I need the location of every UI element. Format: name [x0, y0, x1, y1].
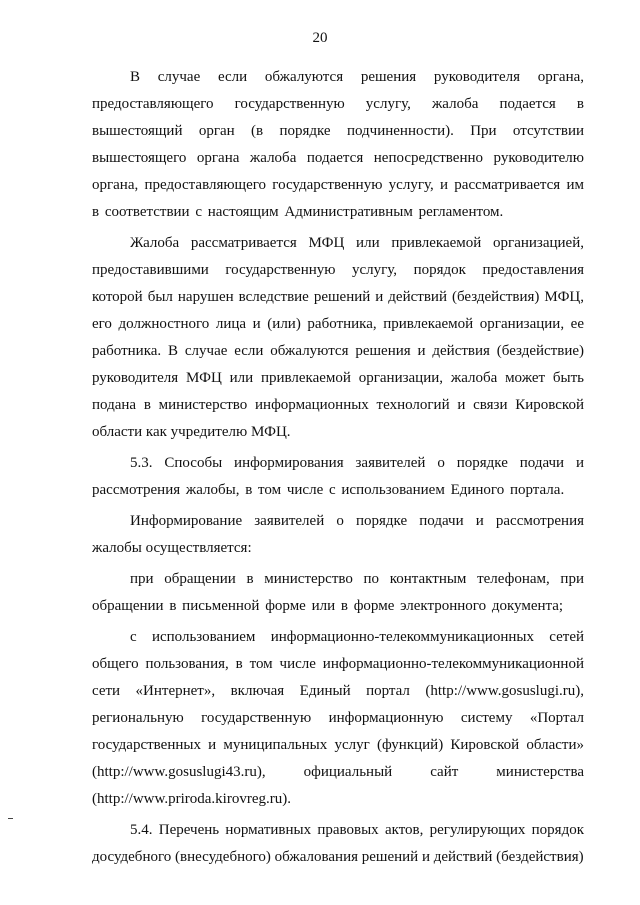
paragraph-internet: с использованием информационно-телекоммуникационных сетей общего пользования, в том числе информационно-телекоммуникационной сети «Интернет», включая Единый портал (http://www.gosuslugi.ru), региональную государственную информационную систему «Портал государственных и муниципальных услуг (функций) Кировской области» (http://www.gosuslugi43.ru), официальный сайт министерства (http://www.priroda.kirovreg.ru). [92, 629, 584, 807]
paragraph-1: В случае если обжалуются решения руководителя органа, предоставляющего государственную услугу, жалоба подается в вышестоящий орган (в порядке подчиненности). При отсутствии вышестоящего органа жалоба подается непосредственно руководителю органа, предоставляющего государственную услугу, и рассматривается им в соответствии с настоящим Административным регламентом. [92, 69, 584, 220]
page-number: 20 [312, 30, 328, 46]
paragraph-5-4: 5.4. Перечень нормативных правовых актов, регулирующих порядок досудебного (внесудебного) обжалования решений и действий (бездействия) [92, 822, 584, 865]
paragraph-5-3: 5.3. Способы информирования заявителей о порядке подачи и рассмотрения жалобы, в том числе с использованием Единого портала. [92, 455, 584, 498]
paragraph-informing: Информирование заявителей о порядке подачи и рассмотрения жалобы осуществляется: [92, 513, 584, 556]
paragraph-2: Жалоба рассматривается МФЦ или привлекаемой организацией, предоставившими государственную услугу, порядок предоставления которой был нарушен вследствие решений и действий (бездействия) МФЦ, его должностного лица и (или) работника, привлекаемой организации, ее работника. В случае если обжалуются решения и действия (бездействие) руководителя МФЦ или привлекаемой организации, жалоба может быть подана в министерство информационных технологий и связи Кировской области как учредителю МФЦ. [92, 235, 584, 440]
scan-mark [8, 818, 13, 819]
paragraph-by-phone: при обращении в министерство по контактным телефонам, при обращении в письменной форме или в форме электронного документа; [92, 571, 584, 614]
document-body [92, 64, 584, 871]
